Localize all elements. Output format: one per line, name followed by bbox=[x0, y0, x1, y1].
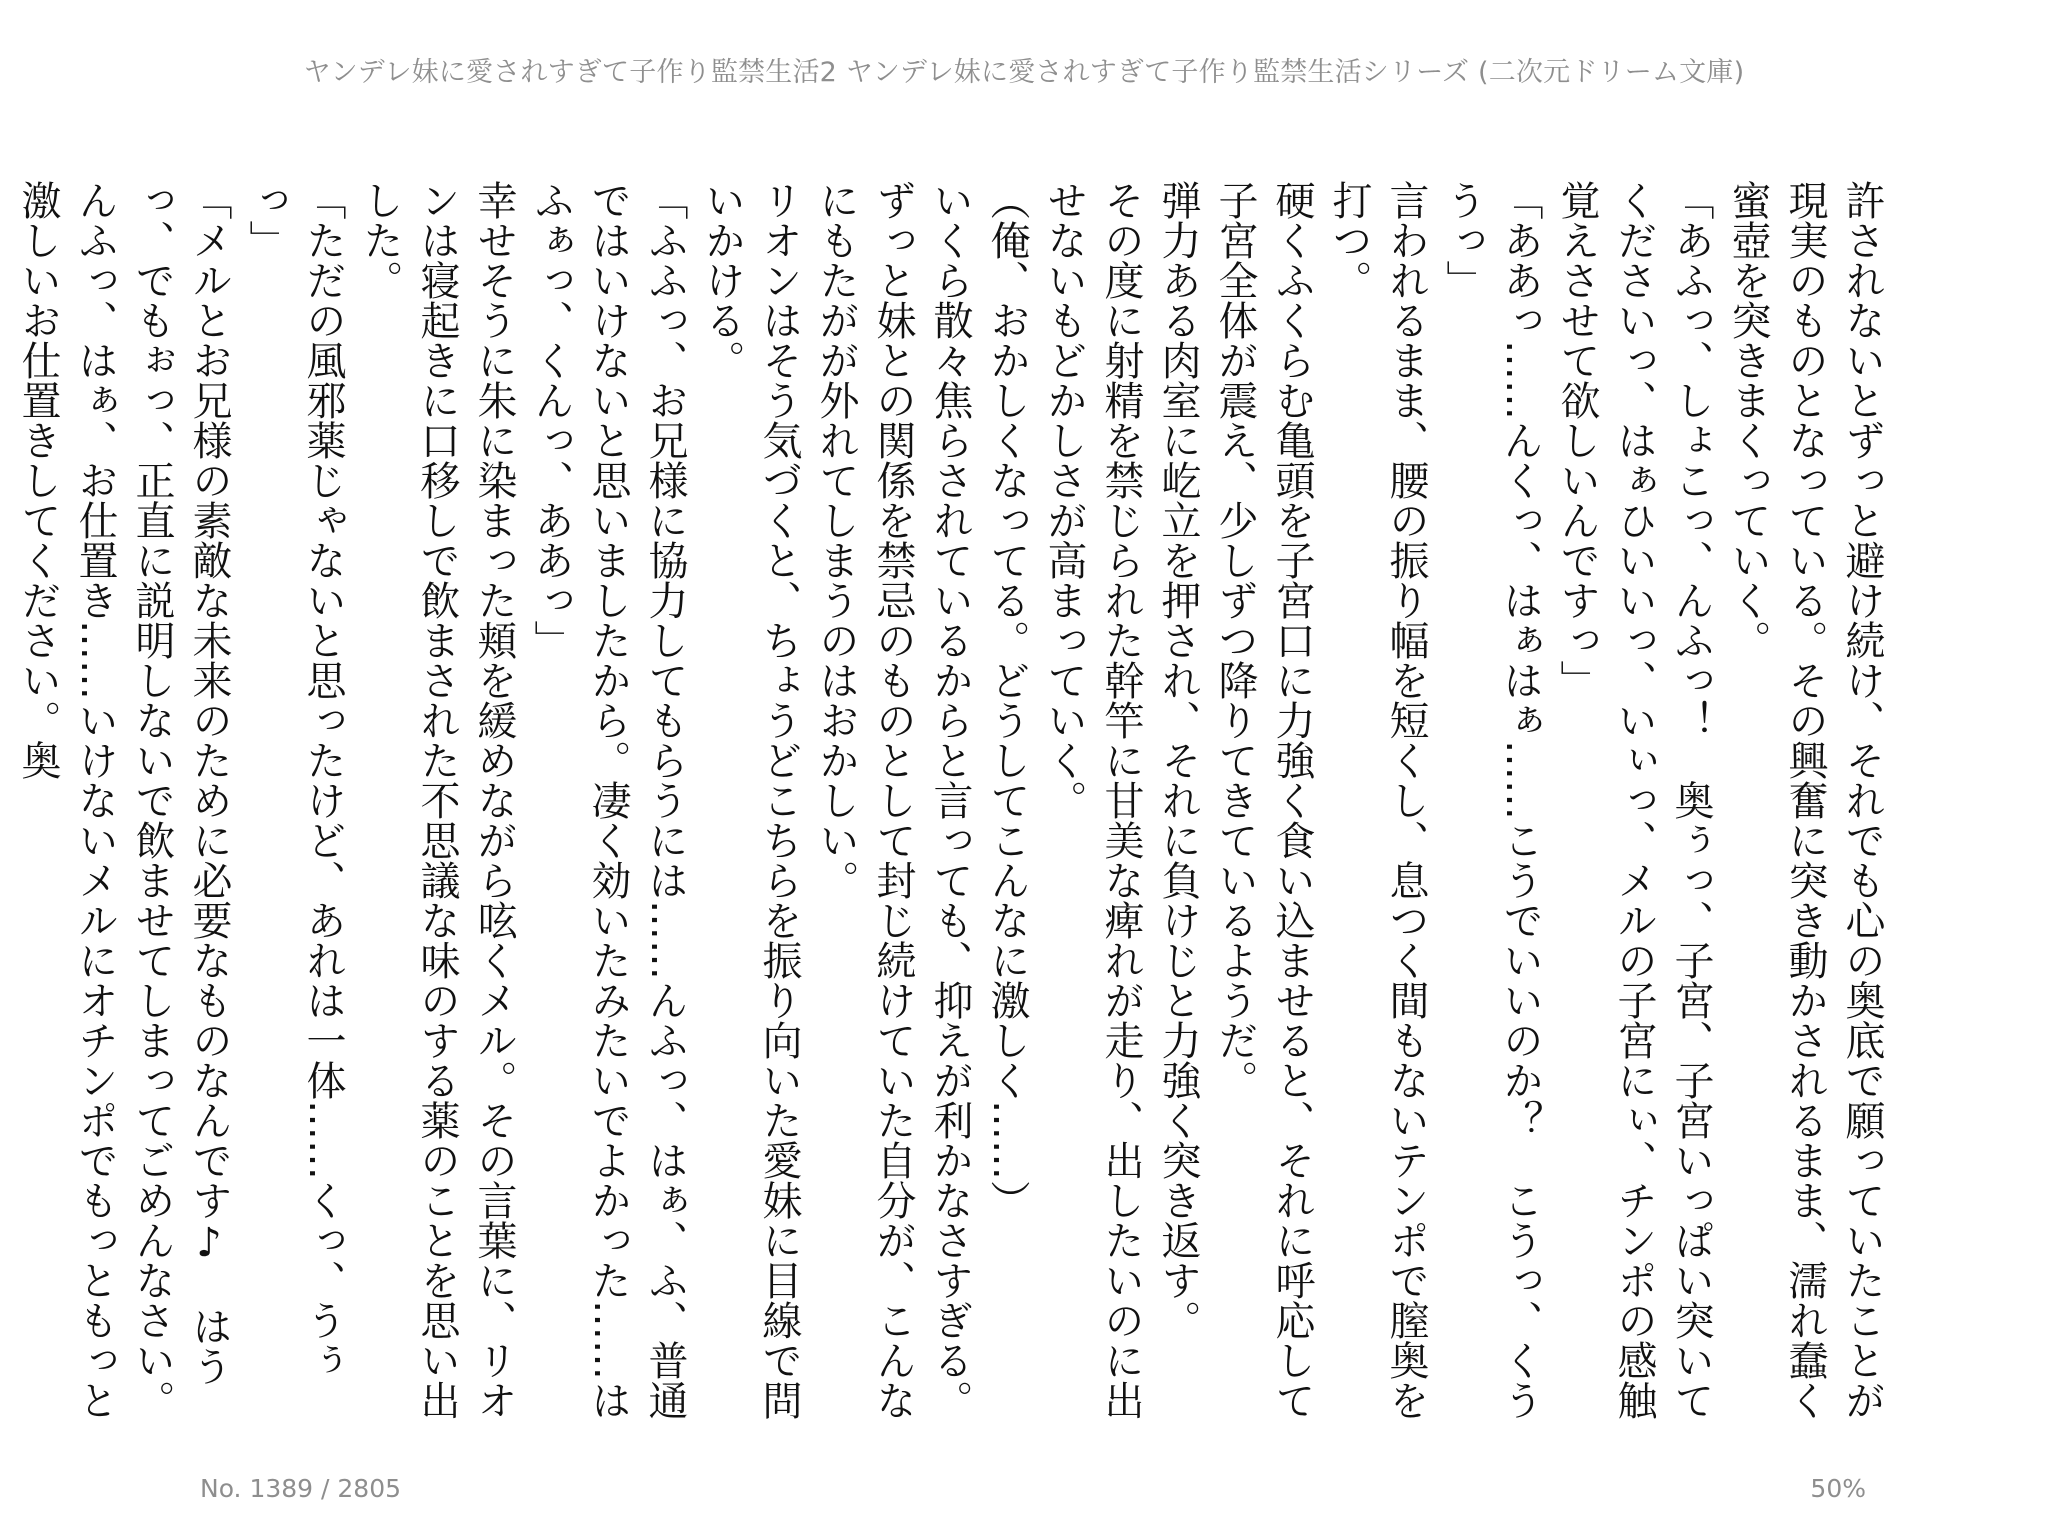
paragraph: 「ああっ……んくっ、はぁはぁ……こうでいいのか？ こうっ、くううっ」 bbox=[1440, 180, 1543, 1420]
location-indicator: No. 1389 / 2805 bbox=[200, 1474, 402, 1503]
paragraph: 「あふっ、しょこっ、んふっ！ 奥ぅっ、子宮、子宮いっぱい突いてくださいっ、はぁひいいっ、いぃっ、メルの子宮にぃ、チンポの感触覚えさせて欲しいんですっ」 bbox=[1554, 180, 1714, 1420]
paragraph: 弾力ある肉室に屹立を押され、それに負けじと力強く突き返す。 bbox=[1155, 180, 1201, 1340]
page-content-area[interactable] bbox=[15, 180, 1890, 1440]
paragraph: いくら散々焦らされているからと言っても、抑えが利かなさすぎる。 bbox=[927, 180, 973, 1420]
paragraph: 許されないとずっと避け続け、それでも心の奥底で願っていたことが現実のものとなっている。その興奮に突き動かされるまま、濡れ蠢く蜜壺を突きまくっていく。 bbox=[1725, 180, 1885, 1420]
paragraph: その度に射精を禁じられた幹竿に甘美な痺れが走り、出したいのに出せないもどかしさが高まっていく。 bbox=[1041, 180, 1144, 1420]
paragraph: （俺、おかしくなってる。どうしてこんなに激しく……） bbox=[984, 180, 1030, 1220]
paragraph: リオンはそう気づくと、ちょうどこちらを振り向いた愛妹に目線で問いかける。 bbox=[699, 180, 802, 1420]
progress-percent: 50% bbox=[1810, 1474, 1866, 1503]
paragraph: 「ただの風邪薬じゃないと思ったけど、あれは一体……くっ、うぅっ」 bbox=[243, 180, 346, 1380]
paragraph: 「メルとお兄様の素敵な未来のために必要なものなんです♪ はうっ、でもぉっ、正直に説明しないで飲ませてしまってごめんなさい。んふっ、はぁ、お仕置き……いけないメルにオチンポでもっともっと激しいお仕置きしてください。奥 bbox=[15, 180, 232, 1420]
paragraph: 言われるまま、腰の振り幅を短くし、息つく間もないテンポで膣奥を打つ。 bbox=[1326, 180, 1429, 1420]
paragraph: 幸せそうに朱に染まった頬を緩めながら呟くメル。その言葉に、リオンは寝起きに口移しで飲まされた不思議な味のする薬のことを思い出した。 bbox=[357, 180, 517, 1420]
book-title: ヤンデレ妹に愛されすぎて子作り監禁生活2 ヤンデレ妹に愛されすぎて子作り監禁生活シリーズ (二次元ドリーム文庫) bbox=[303, 57, 1745, 88]
paragraph: ずっと妹との関係を禁忌のものとして封じ続けていた自分が、こんなにもたがが外れてしまうのはおかしい。 bbox=[813, 180, 916, 1420]
vertical-text-body bbox=[9, 180, 1890, 1430]
paragraph: 硬くふくらむ亀頭を子宮口に力強く食い込ませると、それに呼応して子宮全体が震え、少しずつ降りてきているようだ。 bbox=[1212, 180, 1315, 1420]
paragraph: 「ふふっ、お兄様に協力してもらうには……んふっ、はぁ、ふ、普通ではいけないと思いましたから。凄く効いたみたいでよかった……はふぁっ、くんっ、ああっ」 bbox=[528, 180, 688, 1420]
